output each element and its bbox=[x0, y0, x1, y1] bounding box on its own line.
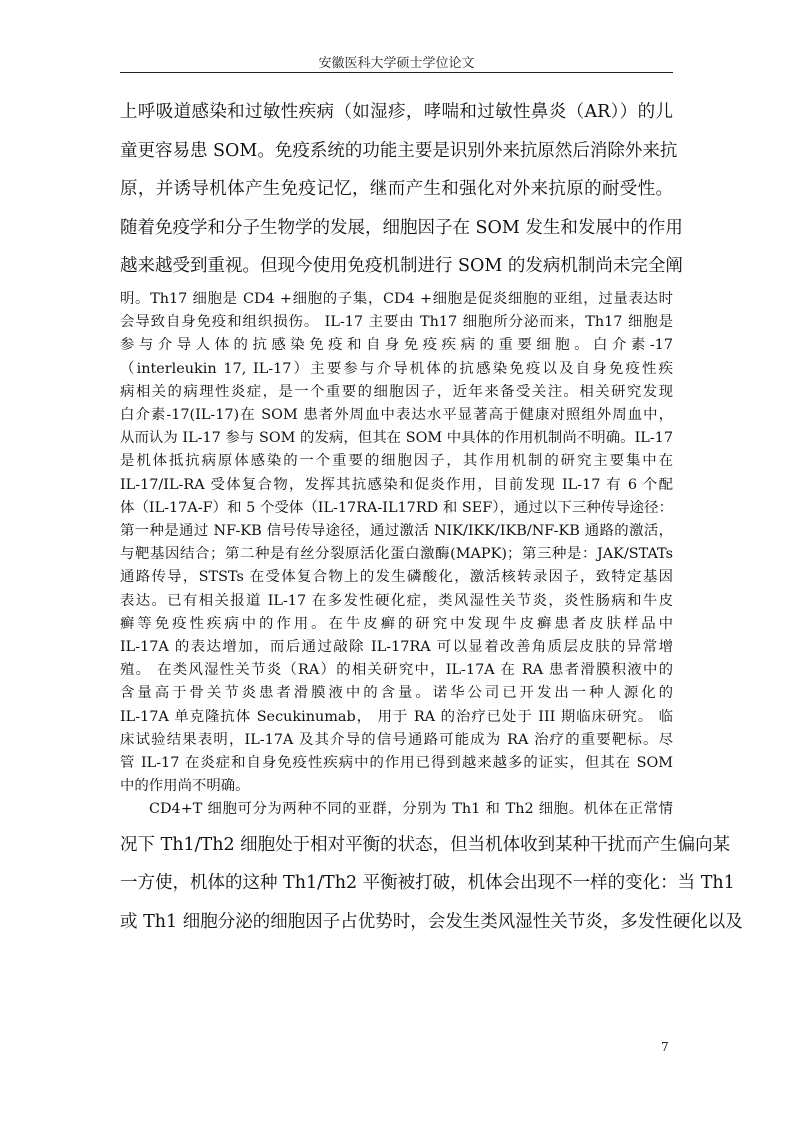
text-line: 第一种是通过 NF-KB 信号传导途径，通过激活 NIK/IKK/IKB/NF-KB 通路的激活， bbox=[120, 523, 673, 539]
text-line: CD4+T 细胞可分为两种不同的亚群，分别为 Th1 和 Th2 细胞。机体在正常情 bbox=[149, 801, 673, 818]
text-line: 癣等免疫性疾病中的作用。在牛皮癣的研究中发现牛皮癣患者皮肤样品中 bbox=[120, 615, 673, 632]
text-line: 童更容易患 SOM。免疫系统的功能主要是识别外来抗原然后消除外来抗 bbox=[120, 140, 678, 161]
text-line: 中的作用尚不明确。 bbox=[120, 778, 250, 795]
text-line: 一方使，机体的这种 Th1/Th2 平衡被打破，机体会出现不一样的变化：当 Th1 bbox=[120, 873, 735, 894]
text-line: 参与介导人体的抗感染免疫和自身免疫疾病的重要细胞。白介素-17 bbox=[120, 337, 673, 354]
text-line: 或 Th1 细胞分泌的细胞因子占优势时，会发生类风湿性关节炎，多发性硬化以及 bbox=[120, 911, 743, 932]
text-line: （interleukin 17, IL-17）主要参与介导机体的抗感染免疫以及自身免疫性疾 bbox=[120, 360, 673, 377]
text-line: 上呼吸道感染和过敏性疾病（如湿疹，哮喘和过敏性鼻炎（AR））的儿 bbox=[120, 102, 673, 122]
text-line: IL-17A 单克隆抗体 Secukinumab， 用于 RA 的治疗已处于 III 期临床研究。 临 bbox=[120, 708, 673, 725]
text-line: IL-17/IL-RA 受体复合物，发挥其抗感染和促炎作用，目前发现 IL-17 有 6 个配 bbox=[120, 476, 673, 493]
header-rule bbox=[120, 72, 673, 73]
page-number: 7 bbox=[661, 1040, 669, 1054]
paragraph-block-4 bbox=[120, 826, 743, 942]
paragraph-block-1 bbox=[120, 93, 683, 286]
paragraph-block-2 bbox=[120, 288, 673, 798]
text-line: 从而认为 IL-17 参与 SOM 的发病，但其在 SOM 中具体的作用机制尚不明确。IL-17 bbox=[120, 430, 673, 447]
text-line: 白介素-17(IL-17)在 SOM 患者外周血中表达水平显著高于健康对照组外周血中， bbox=[120, 406, 673, 423]
text-line: 越来越受到重视。但现今使用免疫机制进行 SOM 的发病机制尚未完全阐 bbox=[120, 256, 683, 277]
text-line: 体（IL-17A-F）和 5 个受体（IL-17RA-IL17RD 和 SEF），通过以下三种传导途径： bbox=[120, 499, 673, 516]
text-line: 含量高于骨关节炎患者滑膜液中的含量。诺华公司已开发出一种人源化的 bbox=[120, 685, 673, 702]
text-line: 管 IL-17 在炎症和自身免疫性疾病中的作用已得到越来越多的证实，但其在 SOM bbox=[120, 755, 673, 772]
text-line: 会导致自身免疫和组织损伤。 IL-17 主要由 Th17 细胞所分泌而来，Th17 细胞是 bbox=[120, 314, 673, 331]
text-line: 病相关的病理性炎症，是一个重要的细胞因子，近年来备受关注。相关研究发现 bbox=[120, 383, 673, 400]
body-text bbox=[120, 93, 743, 941]
text-line: 通路传导，STSTs 在受体复合物上的发生磷酸化，激活核转录因子，致特定基因 bbox=[120, 569, 673, 586]
paragraph-block-3 bbox=[120, 798, 673, 821]
text-line: 况下 Th1/Th2 细胞处于相对平衡的状态，但当机体收到某种干扰而产生偏向某 bbox=[120, 834, 731, 855]
text-line: 与靶基因结合；第二种是有丝分裂原活化蛋白激酶(MAPK)；第三种是：JAK/STATs bbox=[120, 546, 673, 563]
text-line: 床试验结果表明，IL-17A 及其介导的信号通路可能成为 RA 治疗的重要靶标。尽 bbox=[120, 731, 673, 748]
running-header: 安徽医科大学硕士学位论文 bbox=[318, 56, 475, 71]
text-line: IL-17A 的表达增加，而后通过敲除 IL-17RA 可以显着改善角质层皮肤的异常增 bbox=[120, 639, 673, 656]
text-line: 表达。已有相关报道 IL-17 在多发性硬化症，类风湿性关节炎，炎性肠病和牛皮 bbox=[120, 592, 673, 609]
text-line: 原，并诱导机体产生免疫记忆，继而产生和强化对外来抗原的耐受性。 bbox=[120, 179, 673, 200]
text-line: 明。Th17 细胞是 CD4 +细胞的子集，CD4 +细胞是促炎细胞的亚组，过量表达时 bbox=[120, 290, 673, 307]
text-line: 殖。 在类风湿性关节炎（RA）的相关研究中，IL-17A 在 RA 患者滑膜积液中的 bbox=[120, 662, 673, 679]
text-line: 随着免疫学和分子生物学的发展，细胞因子在 SOM 发生和发展中的作用 bbox=[120, 217, 683, 238]
text-line: 是机体抵抗病原体感染的一个重要的细胞因子，其作用机制的研究主要集中在 bbox=[120, 453, 673, 470]
